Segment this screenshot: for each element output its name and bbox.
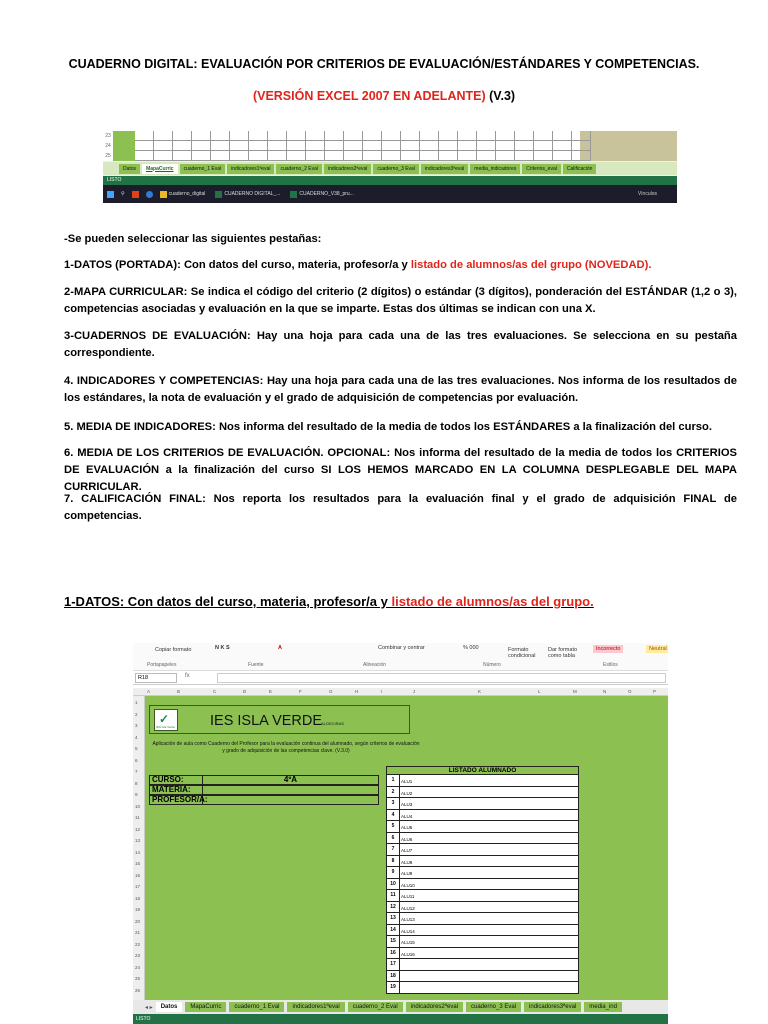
list-item <box>64 491 737 525</box>
row-number: 2 <box>135 711 138 717</box>
font-color-button[interactable]: A <box>278 645 282 651</box>
student-row <box>386 856 579 868</box>
grid-cell[interactable] <box>230 151 249 161</box>
row-number: 15 <box>135 861 141 866</box>
info-row <box>149 785 379 795</box>
row-number: 23 <box>135 953 141 958</box>
grid-cell[interactable] <box>135 141 154 151</box>
student-number: 14 <box>386 925 400 937</box>
info-label: CURSO: <box>149 775 203 785</box>
student-row <box>386 971 579 983</box>
column-letter: J <box>413 689 416 694</box>
sheet-tab[interactable]: MapaCurric <box>185 1002 226 1012</box>
grid-cell[interactable] <box>230 131 249 141</box>
course-info-table <box>149 775 379 805</box>
grid-cell[interactable] <box>135 131 154 141</box>
list-item-text: 5. MEDIA DE INDICADORES: Nos informa del resultado de la media de todos los ESTÁNDARES a la finalización del curso. <box>64 421 712 433</box>
grid-cell[interactable] <box>496 131 515 141</box>
grid-cell[interactable] <box>515 141 534 151</box>
grid-cell[interactable] <box>553 151 572 161</box>
screenshot-excel-tabs <box>103 131 677 203</box>
list-item <box>64 328 737 362</box>
sheet-tab[interactable]: Datos <box>156 1002 183 1012</box>
taskbar-item-label: cuaderno_digital <box>168 191 206 197</box>
list-item <box>64 419 737 436</box>
sheet-tab[interactable]: cuaderno_3 Eval <box>373 164 419 174</box>
grid-cell[interactable] <box>458 141 477 151</box>
tab-scroll-icon[interactable]: ◂ ▸ <box>145 1004 153 1011</box>
sheet-tab[interactable]: cuaderno_3 Eval <box>466 1002 521 1012</box>
grid-cell[interactable] <box>211 151 230 161</box>
column-letter: K <box>478 689 482 694</box>
student-name[interactable]: ALU7 <box>400 844 579 856</box>
grid-cell[interactable] <box>515 131 534 141</box>
student-name[interactable]: ALU9 <box>400 867 579 879</box>
row-number: 19 <box>135 907 141 912</box>
sheet-grid <box>103 131 677 161</box>
row-number: 11 <box>135 815 140 820</box>
taskbar-item-label: CUADERNO_V38_pru... <box>299 191 354 197</box>
student-number: 4 <box>386 810 400 822</box>
grid-cell[interactable] <box>477 151 496 161</box>
grid-cell[interactable] <box>382 131 401 141</box>
style-incorrecto[interactable]: Incorrecto <box>593 645 623 653</box>
font-style-buttons[interactable]: N K S <box>215 645 230 651</box>
grid-cell[interactable] <box>268 131 287 141</box>
olive-area <box>580 131 677 161</box>
grid-cell[interactable] <box>173 131 192 141</box>
formula-input[interactable] <box>217 673 666 683</box>
student-row <box>386 844 579 856</box>
grid-cell[interactable] <box>325 131 344 141</box>
grid-cell[interactable] <box>192 131 211 141</box>
grid-cell[interactable] <box>249 141 268 151</box>
grid-cell[interactable] <box>477 131 496 141</box>
column-letter: A <box>147 689 151 694</box>
student-name[interactable]: ALU5 <box>400 821 579 833</box>
student-name[interactable]: ALU2 <box>400 787 579 799</box>
list-item-text: 3-CUADERNOS DE EVALUACIÓN: Hay una hoja para cada una de las tres evaluaciones. Se selecciona en su pestaña correspondiente. <box>64 330 737 359</box>
edge-icon[interactable] <box>146 191 153 198</box>
list-item-text: 4. INDICADORES Y COMPETENCIAS: Hay una hoja para cada una de las tres evaluaciones. Nos informa de los resultados de los estándares, la nota de evaluación y el grado de adquisición de competencias por evaluación. <box>64 375 737 404</box>
name-box[interactable]: R18 <box>135 673 177 683</box>
grid-cell[interactable] <box>363 131 382 141</box>
school-logo: ✓ IES Isla Verde <box>154 709 178 731</box>
grid-cell[interactable] <box>306 141 325 151</box>
column-letter: G <box>329 689 333 694</box>
student-name[interactable]: ALU10 <box>400 879 579 891</box>
student-name[interactable]: ALU13 <box>400 913 579 925</box>
sheet-tab[interactable]: indicadores1ªeval <box>287 1002 344 1012</box>
row-number: 22 <box>135 941 141 947</box>
taskbar-links[interactable]: Vínculos <box>637 191 657 197</box>
grid-cell[interactable] <box>439 151 458 161</box>
grid-cell[interactable] <box>515 151 534 161</box>
info-value[interactable] <box>203 785 379 795</box>
column-letter: M <box>573 689 577 694</box>
grid-cell[interactable] <box>401 151 420 161</box>
taskbar-item[interactable] <box>160 191 206 198</box>
grid-cell[interactable] <box>135 151 154 161</box>
student-number: 1 <box>386 775 400 787</box>
sheet-tabs <box>133 1000 668 1014</box>
grid-cell[interactable] <box>420 131 439 141</box>
column-letter: E <box>269 689 273 694</box>
sheet-tab[interactable]: indicadores2ªeval <box>324 164 371 174</box>
grid-cell[interactable] <box>363 141 382 151</box>
status-bar: LISTO <box>103 176 677 185</box>
grid-cell[interactable] <box>477 141 496 151</box>
school-city: ALGECIRAS <box>321 721 344 726</box>
student-name[interactable]: ALU11 <box>400 890 579 902</box>
student-row <box>386 936 579 948</box>
school-header <box>149 705 410 734</box>
student-number: 13 <box>386 913 400 925</box>
row-number: 6 <box>135 757 138 763</box>
grid-cell[interactable] <box>458 131 477 141</box>
column-letter: H <box>355 689 359 694</box>
list-item-highlight: listado de alumnos/as del grupo (NOVEDAD). <box>410 259 652 271</box>
student-number: 19 <box>386 982 400 994</box>
student-row <box>386 925 579 937</box>
row-number: 26 <box>135 987 141 993</box>
grid-cell[interactable] <box>401 141 420 151</box>
grid-cell[interactable] <box>344 131 363 141</box>
info-row <box>149 775 379 785</box>
copy-format-button[interactable]: Copiar formato <box>155 647 192 653</box>
folder-icon <box>160 191 167 198</box>
office-icon[interactable] <box>132 191 139 198</box>
grid-cell[interactable] <box>572 141 591 151</box>
grid-cell[interactable] <box>287 151 306 161</box>
row-number: 8 <box>135 780 138 786</box>
student-row <box>386 879 579 891</box>
student-row <box>386 775 579 787</box>
grid-cell[interactable] <box>268 151 287 161</box>
list-item-text: 7. CALIFICACIÓN FINAL: Nos reporta los resultados para la evaluación final y el grado de adquisición FINAL de competencias. <box>64 493 737 522</box>
screenshot-excel-datos <box>133 643 668 1024</box>
grid-cell[interactable] <box>249 151 268 161</box>
grid-cell[interactable] <box>173 141 192 151</box>
student-number: 10 <box>386 879 400 891</box>
student-number: 3 <box>386 798 400 810</box>
list-item-text: 1-DATOS (PORTADA): Con datos del curso, materia, profesor/a y <box>64 259 411 271</box>
grid-cell[interactable] <box>154 151 173 161</box>
taskbar-item-label: CUADERNO DIGITAL_... <box>224 191 281 197</box>
student-row <box>386 787 579 799</box>
grid-cell[interactable] <box>249 131 268 141</box>
grid-cell[interactable] <box>287 131 306 141</box>
datos-sheet <box>145 696 668 1000</box>
row-number: 24 <box>105 143 111 149</box>
info-label: PROFESOR/A: <box>149 795 203 805</box>
sheet-tab[interactable]: cuaderno_1 Eval <box>229 1002 284 1012</box>
row-number: 24 <box>135 964 141 970</box>
grid-cell[interactable] <box>439 131 458 141</box>
student-row <box>386 890 579 902</box>
student-number: 15 <box>386 936 400 948</box>
excel-ribbon <box>133 643 668 671</box>
sheet-tab[interactable]: media_ind <box>584 1002 622 1012</box>
grid-cell[interactable] <box>382 151 401 161</box>
info-value[interactable] <box>203 795 379 805</box>
list-item <box>64 284 737 318</box>
grid-cell[interactable] <box>458 151 477 161</box>
column-letter: B <box>177 689 181 694</box>
excel-icon <box>290 191 297 198</box>
grid-cell[interactable] <box>439 141 458 151</box>
info-label: MATERIA: <box>149 785 203 795</box>
grid-cell[interactable] <box>192 141 211 151</box>
sheet-tab[interactable]: cuaderno_2 Eval <box>348 1002 403 1012</box>
student-number: 16 <box>386 948 400 960</box>
student-row <box>386 959 579 971</box>
info-value[interactable]: 4ºA <box>203 775 379 785</box>
list-item <box>64 445 737 496</box>
info-row <box>149 795 379 805</box>
group-label: Portapapeles <box>147 662 177 668</box>
grid-cell[interactable] <box>154 141 173 151</box>
student-row <box>386 821 579 833</box>
school-name: IES ISLA VERDE <box>210 713 323 729</box>
column-letter: I <box>381 689 383 694</box>
student-name[interactable]: ALU3 <box>400 798 579 810</box>
grid-cell[interactable] <box>173 151 192 161</box>
taskbar-item[interactable] <box>215 191 280 198</box>
grid-cell[interactable] <box>211 141 230 151</box>
windows-taskbar <box>103 185 677 203</box>
student-name[interactable]: ALU6 <box>400 833 579 845</box>
group-label: Número <box>483 662 501 668</box>
grid-cell[interactable] <box>496 151 515 161</box>
sheet-tab[interactable]: indicadores3ªeval <box>524 1002 581 1012</box>
row-number: 7 <box>135 769 138 774</box>
row-number: 25 <box>135 976 141 981</box>
green-column <box>113 131 135 161</box>
row-number: 10 <box>135 803 141 809</box>
list-item <box>64 373 737 407</box>
student-name[interactable]: ALU15 <box>400 936 579 948</box>
student-name[interactable]: ALU16 <box>400 948 579 960</box>
grid-cell[interactable] <box>154 131 173 141</box>
excel-icon <box>215 191 222 198</box>
row-number: 1 <box>135 700 138 705</box>
taskbar-item[interactable] <box>290 191 353 198</box>
grid-cell[interactable] <box>420 141 439 151</box>
document-title: CUADERNO DIGITAL: EVALUACIÓN POR CRITERIOS DE EVALUACIÓN/ESTÁNDARES Y COMPETENCIAS. <box>68 57 700 71</box>
grid-cell[interactable] <box>534 131 553 141</box>
grid-cell[interactable] <box>382 141 401 151</box>
row-number: 23 <box>105 133 111 139</box>
row-number: 5 <box>135 746 138 751</box>
column-letter: F <box>299 689 302 694</box>
grid-cell[interactable] <box>534 141 553 151</box>
grid-cell[interactable] <box>325 141 344 151</box>
document-subtitle: (VERSIÓN EXCEL 2007 EN ADELANTE) (V.3) <box>252 89 516 103</box>
style-neutral[interactable]: Neutral <box>646 645 668 653</box>
grid-cell[interactable] <box>344 141 363 151</box>
student-row <box>386 948 579 960</box>
row-number: 18 <box>135 895 141 901</box>
column-letter: O <box>628 689 632 694</box>
conditional-format-button[interactable]: Formato condicional <box>508 647 536 659</box>
merge-center-button[interactable]: Combinar y centrar <box>378 645 425 651</box>
fx-icon[interactable]: fx <box>185 673 190 679</box>
column-letter: C <box>213 689 217 694</box>
student-row <box>386 902 579 914</box>
student-name[interactable]: ALU4 <box>400 810 579 822</box>
grid-cell[interactable] <box>306 131 325 141</box>
student-name[interactable] <box>400 959 579 971</box>
grid-cell[interactable] <box>420 151 439 161</box>
app-description: Aplicación de aula como Cuaderno del Profesor para la evaluación continua del alumnado, según criterios de evaluación y grado de adquisición de las competencias clave. (V.3.0) <box>152 741 420 754</box>
student-name[interactable]: ALU14 <box>400 925 579 937</box>
grid-cell[interactable] <box>401 131 420 141</box>
student-number: 12 <box>386 902 400 914</box>
sheet-tab[interactable]: media_indicadores <box>470 164 520 174</box>
sheet-tab[interactable]: Calificación <box>563 164 597 174</box>
row-number: 20 <box>135 918 141 924</box>
grid-cell[interactable] <box>268 141 287 151</box>
student-number: 8 <box>386 856 400 868</box>
row-number: 9 <box>135 792 138 797</box>
group-label: Alineación <box>363 662 387 668</box>
student-list-title: LISTADO ALUMNADO <box>386 766 579 775</box>
student-number: 7 <box>386 844 400 856</box>
grid-cell[interactable] <box>230 141 249 151</box>
row-headers <box>133 696 145 1000</box>
list-item-text: 2-MAPA CURRICULAR: Se indica el código del criterio (2 dígitos) o estándar (3 dígitos), ponderación del ESTÁNDAR (1,2 o 3), competencias asociadas y evaluación en la que se imparte. Estas dos últimas se indican con una X. <box>64 286 737 315</box>
row-number: 25 <box>105 153 111 159</box>
column-letter: L <box>538 689 541 694</box>
list-item <box>64 257 737 274</box>
row-number: 12 <box>135 826 141 832</box>
student-list <box>386 766 579 994</box>
student-row <box>386 913 579 925</box>
sheet-tab[interactable]: cuaderno_1 Eval <box>180 164 226 174</box>
grid-cell[interactable] <box>363 151 382 161</box>
group-label: Estilos <box>603 662 618 668</box>
grid-cell[interactable] <box>344 151 363 161</box>
grid-cell[interactable] <box>572 151 591 161</box>
grid-cell[interactable] <box>553 141 572 151</box>
sheet-tabs <box>103 162 677 175</box>
student-row <box>386 833 579 845</box>
status-bar: LISTO <box>133 1014 668 1024</box>
sheet-tab[interactable]: MapaCurric <box>142 164 178 174</box>
student-number: 5 <box>386 821 400 833</box>
student-name[interactable] <box>400 982 579 994</box>
windows-icon[interactable] <box>107 191 114 198</box>
row-number: 4 <box>135 734 138 740</box>
student-row <box>386 810 579 822</box>
grid-cell[interactable] <box>534 151 553 161</box>
grid-cell[interactable] <box>211 131 230 141</box>
formula-bar <box>133 671 668 685</box>
student-number: 11 <box>386 890 400 902</box>
row-number: 21 <box>135 930 141 935</box>
sheet-tab[interactable]: indicadores3ªeval <box>421 164 468 174</box>
row-number: 14 <box>135 849 141 855</box>
sheet-tab[interactable]: Criterios_eval <box>522 164 561 174</box>
column-headers <box>133 688 668 696</box>
student-name[interactable] <box>400 971 579 983</box>
number-format-button[interactable]: % 000 <box>463 645 479 651</box>
student-row <box>386 867 579 879</box>
column-letter: N <box>603 689 607 694</box>
grid-cell[interactable] <box>553 131 572 141</box>
student-name[interactable]: ALU8 <box>400 856 579 868</box>
grid-cell[interactable] <box>496 141 515 151</box>
student-name[interactable]: ALU12 <box>400 902 579 914</box>
search-icon[interactable]: ⚲ <box>121 191 125 197</box>
column-letter: D <box>243 689 247 694</box>
section-title: 1-DATOS: Con datos del curso, materia, profesor/a y listado de alumnos/as del grupo. <box>64 594 594 609</box>
sheet-tab[interactable]: indicadores2ªeval <box>406 1002 463 1012</box>
sheet-tab[interactable]: cuaderno_2 Eval <box>276 164 322 174</box>
student-name[interactable]: ALU1 <box>400 775 579 787</box>
grid-cell[interactable] <box>306 151 325 161</box>
column-letter: P <box>653 689 657 694</box>
list-item-text: 6. MEDIA DE LOS CRITERIOS DE EVALUACIÓN. OPCIONAL: Nos informa del resultado de la media de todos los CRITERIOS DE EVALUACIÓN a la finalización del curso SI LOS HEMOS MARCADO EN LA COLUMNA DESPLEGABLE DEL MAPA CURRICULAR. <box>64 447 737 493</box>
row-number: 13 <box>135 838 141 843</box>
group-label: Fuente <box>248 662 264 668</box>
row-number: 16 <box>135 872 141 878</box>
student-number: 18 <box>386 971 400 983</box>
student-number: 17 <box>386 959 400 971</box>
intro-text: -Se pueden seleccionar las siguientes pestañas: <box>64 233 322 245</box>
grid-cell[interactable] <box>325 151 344 161</box>
student-number: 2 <box>386 787 400 799</box>
grid-cell[interactable] <box>287 141 306 151</box>
student-row <box>386 982 579 994</box>
student-row <box>386 798 579 810</box>
student-number: 9 <box>386 867 400 879</box>
row-number: 17 <box>135 884 141 889</box>
sheet-tab[interactable]: indicadores1ªeval <box>227 164 274 174</box>
grid-cell[interactable] <box>572 131 591 141</box>
student-number: 6 <box>386 833 400 845</box>
sheet-tab[interactable]: Datos <box>119 164 140 174</box>
table-format-button[interactable]: Dar formato como tabla <box>548 647 578 659</box>
row-number: 3 <box>135 723 138 728</box>
grid-cell[interactable] <box>192 151 211 161</box>
